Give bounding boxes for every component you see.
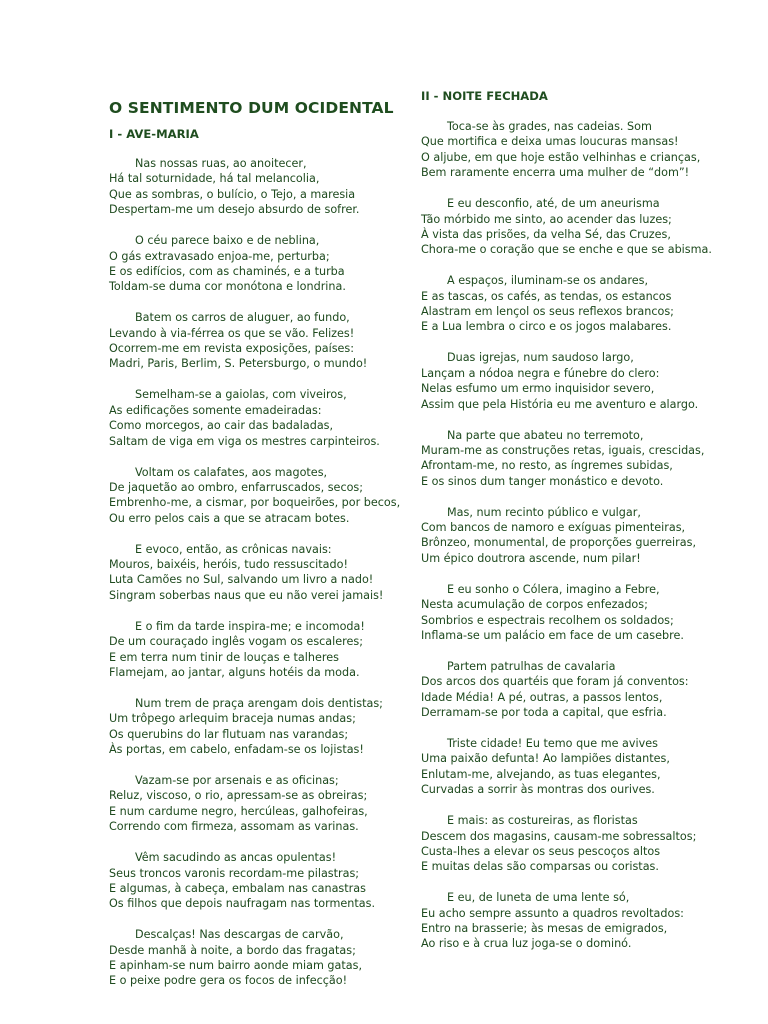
verse-line: Descem dos magasins, causam-me sobressaltos;: [421, 829, 697, 843]
verse-line: Nesta acumulação de corpos enfezados;: [421, 598, 648, 612]
section-heading-ave-maria: I - AVE-MARIA: [109, 127, 199, 141]
verse-line: Correndo com firmeza, assomam as varinas.: [109, 820, 359, 834]
stanza: [421, 813, 721, 875]
verse-line: Despertam-me um desejo absurdo de sofrer.: [109, 203, 360, 217]
verse-line: E o peixe podre gera os focos de infecção!: [109, 974, 348, 988]
stanza: [421, 582, 721, 644]
section-noite-fechada-stanzas: [421, 119, 721, 967]
stanza: [109, 310, 411, 372]
stanza: [109, 233, 411, 295]
verse-line: E eu desconfio, até, de um aneurisma: [447, 197, 660, 211]
verse-line: Desde manhã à noite, a bordo das fragatas;: [109, 943, 356, 957]
stanza: [109, 696, 411, 758]
stanza: [421, 350, 721, 412]
verse-line: Reluz, viscoso, o rio, apressam-se as obreiras;: [109, 789, 368, 803]
verse-line: Singram soberbas naus que eu não verei jamais!: [109, 588, 384, 602]
verse-line: Há tal soturnidade, há tal melancolia,: [109, 172, 320, 186]
verse-line: Mouros, baixéis, heróis, tudo ressuscitado!: [109, 558, 348, 572]
verse-line: O gás extravasado enjoa-me, perturba;: [109, 249, 330, 263]
verse-line: Mas, num recinto público e vulgar,: [447, 505, 641, 519]
stanza: [421, 119, 721, 181]
stanza: [109, 850, 411, 912]
verse-line: E eu sonho o Cólera, imagino a Febre,: [447, 582, 660, 596]
verse-line: Ou erro pelos cais a que se atracam botes.: [109, 511, 350, 525]
verse-line: Madri, Paris, Berlim, S. Petersburgo, o mundo!: [109, 357, 368, 371]
verse-line: E eu, de luneta de uma lente só,: [447, 891, 630, 905]
stanza: [109, 927, 411, 989]
verse-line: Nas nossas ruas, ao anoitecer,: [135, 157, 307, 170]
verse-line: Na parte que abateu no terremoto,: [447, 428, 644, 442]
verse-line: Partem patrulhas de cavalaria: [447, 659, 616, 673]
verse-line: Bem raramente encerra uma mulher de “dom”!: [421, 166, 690, 180]
verse-line: Chora-me o coração que se enche e que se abisma.: [421, 243, 712, 257]
verse-line: E mais: as costureiras, as floristas: [447, 814, 638, 828]
stanza: [109, 773, 411, 835]
verse-line: Sombrios e espectrais recolhem os soldados;: [421, 613, 674, 627]
verse-line: Voltam os calafates, aos magotes,: [135, 465, 328, 479]
verse-line: Dos arcos dos quartéis que foram já conventos:: [421, 675, 689, 689]
stanza: [109, 156, 411, 218]
verse-line: Embrenho-me, a cismar, por boqueirões, por becos,: [109, 496, 401, 510]
verse-line: E as tascas, os cafés, as tendas, os estancos: [421, 289, 672, 303]
section-heading-noite-fechada: II - NOITE FECHADA: [421, 89, 548, 103]
verse-line: Enlutam-me, alvejando, as tuas elegantes,: [421, 767, 661, 781]
stanza: [421, 505, 721, 567]
verse-line: Brônzeo, monumental, de proporções guerreiras,: [421, 536, 696, 550]
verse-line: E apinham-se num bairro aonde miam gatas,: [109, 959, 363, 973]
verse-line: E os edifícios, com as chaminés, e a turba: [109, 264, 345, 278]
verse-line: Com bancos de namoro e exíguas pimenteiras,: [421, 521, 686, 535]
poem-title: O SENTIMENTO DUM OCIDENTAL: [109, 99, 394, 117]
verse-line: Toldam-se duma cor monótona e londrina.: [109, 280, 346, 294]
verse-line: Tão mórbido me sinto, ao acender das luzes;: [421, 212, 672, 226]
verse-line: Entro na brasserie; às mesas de emigrados,: [421, 922, 668, 936]
verse-line: Saltam de viga em viga os mestres carpinteiros.: [109, 434, 380, 448]
stanza: [421, 736, 721, 798]
verse-line: Custa-lhes a elevar os seus pescoços altos: [421, 844, 661, 858]
verse-line: Num trem de praça arengam dois dentistas;: [135, 696, 383, 710]
verse-line: Seus troncos varonis recordam-me pilastras;: [109, 866, 360, 880]
verse-line: Inflama-se um palácio em face de um casebre.: [421, 628, 684, 642]
verse-line: Que mortifica e deixa umas loucuras mansas!: [421, 135, 679, 149]
verse-line: E num cardume negro, hercúleas, galhofeiras,: [109, 804, 368, 818]
verse-line: O céu parece baixo e de neblina,: [135, 234, 320, 248]
verse-line: Duas igrejas, num saudoso largo,: [447, 351, 634, 365]
verse-line: E evoco, então, as crônicas navais:: [135, 542, 332, 556]
verse-line: Semelham-se a gaiolas, com viveiros,: [135, 388, 347, 402]
verse-line: Batem os carros de aluguer, ao fundo,: [135, 311, 350, 325]
verse-line: Lançam a nódoa negra e fúnebre do clero:: [421, 366, 660, 380]
verse-line: E a Lua lembra o circo e os jogos malabares.: [421, 320, 672, 334]
verse-line: Toca-se às grades, nas cadeias. Som: [447, 120, 652, 133]
stanza: [109, 542, 411, 604]
verse-line: E o fim da tarde inspira-me; e incomoda!: [135, 619, 365, 633]
verse-line: Assim que pela História eu me aventuro e alargo.: [421, 397, 699, 411]
stanza: [109, 465, 411, 527]
verse-line: Levando à via-férrea os que se vão. Felizes!: [109, 326, 355, 340]
verse-line: E os sinos dum tanger monástico e devoto.: [421, 474, 664, 488]
verse-line: Eu acho sempre assunto a quadros revoltados:: [421, 906, 684, 920]
verse-line: À vista das prisões, da velha Sé, das Cruzes,: [421, 227, 671, 241]
verse-line: Descalças! Nas descargas de carvão,: [135, 928, 344, 942]
verse-line: Alastram em lençol os seus reflexos brancos;: [421, 305, 674, 319]
verse-line: Flamejam, ao jantar, alguns hotéis da moda.: [109, 665, 360, 679]
stanza: [421, 273, 721, 335]
verse-line: Vêm sacudindo as ancas opulentas!: [135, 851, 337, 865]
verse-line: Os querubins do lar flutuam nas varandas;: [109, 727, 349, 741]
verse-line: O aljube, em que hoje estão velhinhas e crianças,: [421, 150, 701, 164]
verse-line: Uma paixão defunta! Ao lampiões distantes,: [421, 752, 670, 766]
verse-line: Muram-me as construções retas, iguais, crescidas,: [421, 443, 705, 457]
verse-line: Idade Média! A pé, outras, a passos lentos,: [421, 690, 663, 704]
verse-line: Ocorrem-me em revista exposições, países:: [109, 342, 355, 356]
section-ave-maria-stanzas: [109, 156, 411, 1004]
verse-line: Um épico doutrora ascende, num pilar!: [421, 551, 641, 565]
verse-line: Às portas, em cabelo, enfadam-se os lojistas!: [109, 743, 364, 757]
verse-line: Um trôpego arlequim braceja numas andas;: [109, 712, 356, 726]
verse-line: De um couraçado inglês vogam os escaleres;: [109, 635, 363, 649]
stanza: [421, 890, 721, 952]
verse-line: Que as sombras, o bulício, o Tejo, a maresia: [109, 187, 356, 201]
stanza: [109, 619, 411, 681]
verse-line: Ao riso e à crua luz joga-se o dominó.: [421, 937, 632, 951]
stanza: [421, 428, 721, 490]
verse-line: Derramam-se por toda a capital, que esfria.: [421, 706, 667, 720]
verse-line: Afrontam-me, no resto, as íngremes subidas,: [421, 459, 673, 473]
verse-line: Nelas esfumo um ermo inquisidor severo,: [421, 382, 655, 396]
stanza: [109, 387, 411, 449]
verse-line: Luta Camões no Sul, salvando um livro a nado!: [109, 573, 374, 587]
verse-line: Como morcegos, ao cair das badaladas,: [109, 419, 334, 433]
verse-line: E muitas delas são comparsas ou coristas.: [421, 860, 659, 874]
verse-line: Vazam-se por arsenais e as oficinas;: [135, 774, 339, 787]
stanza: [421, 196, 721, 258]
verse-line: De jaquetão ao ombro, enfarruscados, secos;: [109, 480, 364, 494]
verse-line: Triste cidade! Eu temo que me avives: [447, 737, 658, 750]
verse-line: A espaços, iluminam-se os andares,: [447, 274, 649, 288]
verse-line: As edificações somente emadeiradas:: [109, 403, 322, 417]
stanza: [421, 659, 721, 721]
verse-line: Os filhos que depois naufragam nas tormentas.: [109, 897, 376, 911]
verse-line: Curvadas a sorrir às montras dos ourives.: [421, 783, 655, 797]
verse-line: E em terra num tinir de louças e talheres: [109, 650, 339, 664]
verse-line: E algumas, à cabeça, embalam nas canastras: [109, 881, 366, 895]
